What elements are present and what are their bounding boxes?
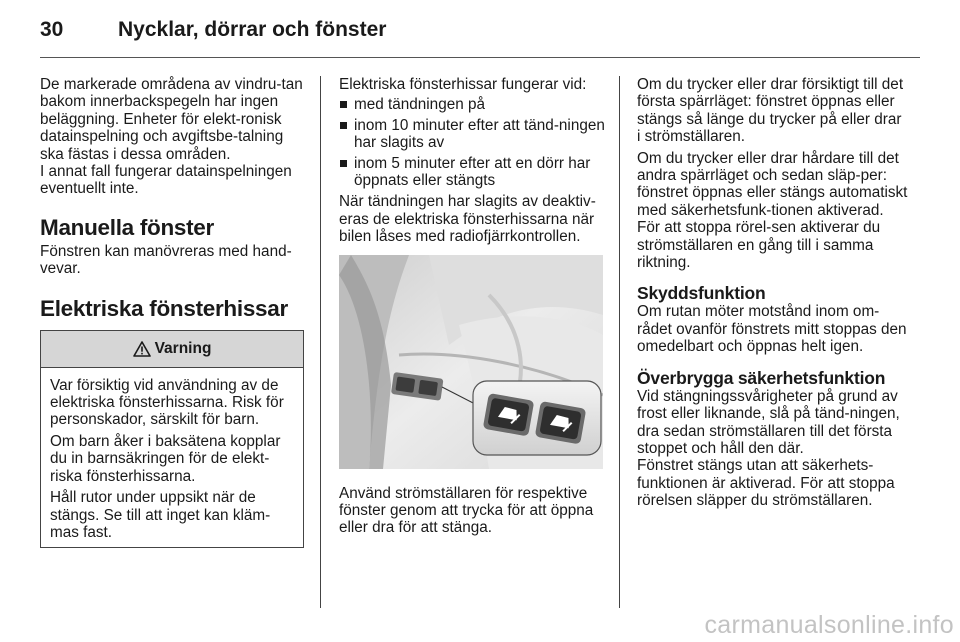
figure-caption: Använd strömställaren för respektive fönster genom att trycka för att öppna eller dra för att stänga.	[339, 484, 594, 537]
heading-protection: Skyddsfunktion	[637, 283, 766, 304]
heading-bypass: Överbrygga säkerhetsfunktion	[637, 367, 886, 388]
page-number: 30	[40, 18, 64, 41]
column-middle	[339, 76, 605, 537]
heading-electric-windows: Elektriska fönsterhissar	[40, 295, 288, 321]
warning-header	[41, 331, 303, 368]
chapter-title: Nycklar, dörrar och fönster	[118, 18, 387, 41]
list-item: inom 10 minuter efter att tänd-ningen har slagits av	[339, 117, 605, 152]
warning-box	[40, 330, 304, 549]
conditions-list	[339, 96, 605, 189]
window-switch-illustration	[339, 255, 603, 469]
header-divider	[40, 57, 920, 58]
watermark: carmanualsonline.info	[704, 611, 954, 639]
bypass-text-2: Fönstret stängs utan att säkerhets-funktionen är aktiverad. För att stoppa rörelsen släpper du strömställaren.	[637, 457, 895, 510]
warning-body	[41, 368, 303, 548]
lock-deactivation-text: När tändningen har slagits av deaktiv-eras de elektriska fönsterhissarna när bilen låses med radiofjärrkontrollen.	[339, 193, 596, 246]
heading-manual-windows: Manuella fönster	[40, 214, 214, 240]
second-detent-text: Om du trycker eller drar hårdare till det andra spärrläget och sedan släp-per: fönstret öppnas eller stängs automatiskt med säkerhetsfunk-tionen aktiverad. För att stoppa rörel-sen aktiverar du strömställaren en gång till i samma riktning.	[637, 149, 908, 272]
column-right	[637, 76, 909, 510]
first-detent-text: Om du trycker eller drar försiktigt till det första spärrläget: fönstret öppnas eller stängs så länge du trycker på eller drar i strömställaren.	[637, 76, 904, 146]
warning-text-1: Var försiktig vid användning av de elektriska fönsterhissarna. Risk för personskador, särskilt för barn.	[50, 376, 284, 429]
warning-text-3: Håll rutor under uppsikt när de stängs. Se till att inget kan kläm-mas fast.	[50, 489, 271, 541]
column-divider-2	[619, 76, 620, 608]
column-left	[40, 76, 308, 548]
warning-title: Varning	[154, 339, 212, 357]
page-header	[40, 18, 920, 48]
electric-lead-text: Elektriska fönsterhissar fungerar vid:	[339, 76, 587, 93]
protection-text: Om rutan möter motstånd inom om-rådet ovanför fönstrets mitt stoppas den omedelbart och öppnas helt igen.	[637, 303, 907, 356]
warning-text-2: Om barn åker i baksätena kopplar du in barnsäkringen för de elekt-riska fönsterhissarna.	[50, 432, 281, 485]
intro-paragraph: De markerade områdena av vindru-tan bakom innerbackspegeln har ingen beläggning. Enheter för elekt-ronisk datainspelning och avgiftsbe-talning ska fästas i dessa områden.	[40, 76, 303, 163]
intro-paragraph-2: I annat fall fungerar datainspelningen eventuellt inte.	[40, 163, 292, 198]
warning-triangle-icon	[133, 341, 151, 357]
door-panel-image	[339, 255, 603, 469]
list-item: med tändningen på	[339, 96, 605, 113]
manual-windows-text: Fönstren kan manövreras med hand-vevar.	[40, 242, 292, 278]
list-item: inom 5 minuter efter att en dörr har öppnats eller stängts	[339, 155, 605, 190]
column-divider-1	[320, 76, 321, 608]
bypass-text-1: Vid stängningssvårigheter på grund av frost eller liknande, slå på tänd-ningen, dra sedan strömställaren till det första stoppet och håll den där.	[637, 387, 900, 457]
